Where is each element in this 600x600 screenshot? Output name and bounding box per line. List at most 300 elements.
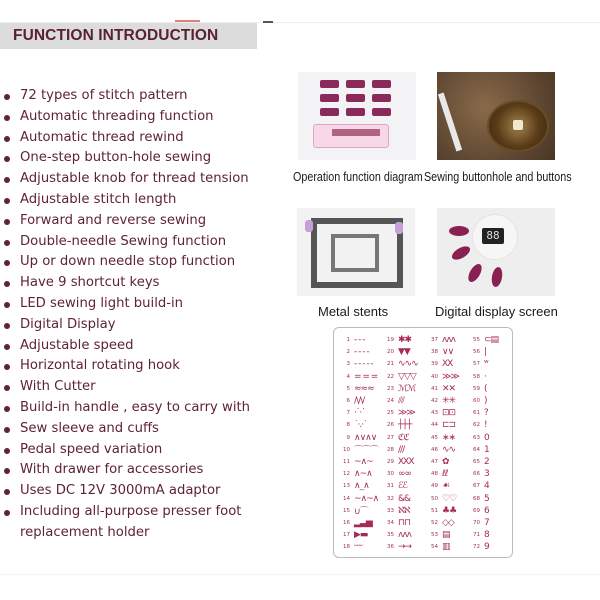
feature-item (0, 148, 250, 169)
stitch-glyph-icon: ∿∿ (442, 444, 456, 455)
feature-text: Adjustable stitch length (20, 191, 177, 207)
stitch-glyph-icon: 4 (484, 481, 489, 492)
stitch-number: 56 (473, 349, 480, 356)
stitch-number: 4 (346, 373, 350, 380)
bullet-icon (4, 344, 10, 350)
feature-text: LED sewing light build-in (20, 295, 184, 311)
stitch-number: 44 (431, 422, 438, 429)
stitch-glyph-icon: ℭℭ (398, 432, 409, 443)
stitch-glyph-icon: ℓℓ (442, 469, 448, 480)
stitch-glyph-icon: ˙·.·˙ (354, 420, 367, 431)
stitch-glyph-icon: ⊓⊓ (398, 517, 411, 528)
stitch-pattern (468, 346, 498, 358)
stitch-glyph-icon: ≫≫ (398, 408, 415, 419)
stitch-number: 67 (473, 483, 480, 490)
feature-text: Including all-purpose presser foot (20, 503, 242, 519)
stitch-number: 18 (343, 544, 350, 551)
stitch-glyph-icon: 2 (484, 456, 489, 467)
stitch-glyph-icon: - - - (354, 335, 365, 346)
stitch-pattern (468, 505, 498, 517)
stitch-pattern (468, 529, 498, 541)
stitch-number: 61 (473, 410, 480, 417)
stitch-number: 46 (431, 446, 438, 453)
stitch-pattern (338, 383, 378, 395)
stitch-glyph-icon: /// (398, 444, 405, 455)
stitch-number: 48 (431, 471, 438, 478)
stitch-pattern (426, 407, 459, 419)
shortcut-key (346, 80, 365, 88)
stitch-pattern (468, 383, 498, 395)
bullet-icon (4, 198, 10, 204)
stitch-glyph-icon: ✳✳ (442, 396, 456, 407)
stitch-pattern (468, 395, 498, 407)
stitch-glyph-icon: ? (484, 408, 488, 419)
stitch-glyph-icon: ∧∨∧∨ (354, 432, 377, 443)
stitch-number: 52 (431, 519, 438, 526)
lcd-panel (313, 124, 389, 148)
stitch-number: 28 (387, 446, 394, 453)
stitch-glyph-icon: ·˙·˙ (354, 408, 365, 419)
stitch-glyph-icon: ( (484, 383, 487, 394)
buttonhole-photo (437, 72, 555, 160)
section-header (0, 23, 257, 49)
stitch-number: 31 (387, 483, 394, 490)
stitch-pattern (338, 492, 378, 504)
stitch-number: 1 (346, 337, 350, 344)
feature-text: Automatic thread rewind (20, 129, 184, 145)
stitch-pattern (468, 480, 498, 492)
stitch-pattern (382, 505, 418, 517)
feature-text: Sew sleeve and cuffs (20, 420, 159, 436)
feature-text: Adjustable speed (20, 337, 134, 353)
feature-text: With Cutter (20, 379, 96, 395)
stitch-pattern (426, 517, 459, 529)
stitch-pattern (338, 395, 378, 407)
feature-text: Build-in handle , easy to carry with (20, 399, 251, 415)
stitch-glyph-icon: ▤ (442, 530, 450, 541)
metal-frame-photo (297, 208, 415, 296)
feature-text: Have 9 shortcut keys (20, 275, 160, 291)
bullet-icon (4, 364, 10, 370)
stitch-pattern (468, 371, 498, 383)
stitch-glyph-icon: ℰℰ (398, 481, 407, 492)
stitch-pattern (468, 468, 498, 480)
feature-item (0, 523, 250, 544)
feature-text: With drawer for accessories (20, 462, 204, 478)
stitch-pattern (426, 505, 459, 517)
stitch-glyph-icon: ℵℵ (398, 505, 410, 516)
stitch-number: 33 (387, 507, 394, 514)
stitch-glyph-icon: ʷ (484, 359, 488, 370)
stitch-pattern (426, 529, 459, 541)
bullet-icon (4, 302, 10, 308)
stitch-glyph-icon: ! (484, 420, 487, 431)
stitch-number: 9 (346, 434, 350, 441)
stitch-number: 7 (346, 410, 350, 417)
stitch-pattern (426, 444, 459, 456)
feature-text: One-step button-hole sewing (20, 150, 212, 166)
operation-panel-photo (298, 72, 416, 160)
stitch-number: 39 (431, 361, 438, 368)
bullet-icon (4, 136, 10, 142)
stitch-glyph-icon: · (484, 371, 486, 382)
feature-text: Up or down needle stop function (20, 254, 236, 270)
feature-item (0, 107, 250, 128)
stitch-pattern (382, 432, 418, 444)
stitch-pattern (426, 371, 459, 383)
stitch-pattern (382, 419, 418, 431)
stitch-number: 72 (473, 544, 480, 551)
stitch-number: 47 (431, 458, 438, 465)
stitch-number: 59 (473, 385, 480, 392)
stitch-number: 65 (473, 458, 480, 465)
stitch-number: 54 (431, 544, 438, 551)
stitch-pattern (338, 480, 378, 492)
stitch-pattern (382, 492, 418, 504)
feature-item (0, 481, 250, 502)
stitch-glyph-icon: ◇◇ (442, 517, 454, 528)
panel-button (490, 266, 503, 287)
stitch-number: 42 (431, 398, 438, 405)
stitch-glyph-icon: 9 (484, 542, 489, 553)
stitch-pattern (382, 444, 418, 456)
stitch-glyph-icon: ♣♣ (442, 505, 457, 516)
stitch-pattern (426, 492, 459, 504)
stitch-glyph-icon: - - - - (354, 347, 369, 358)
stitch-number: 34 (387, 519, 394, 526)
stitch-number: 69 (473, 507, 480, 514)
stitch-pattern (338, 432, 378, 444)
feature-text: Horizontal rotating hook (20, 358, 180, 374)
stitch-number: 43 (431, 410, 438, 417)
shortcut-key (372, 108, 391, 116)
stitch-number: 57 (473, 361, 480, 368)
buttonhole-strip (438, 93, 462, 152)
stitch-number: 32 (387, 495, 394, 502)
stitch-number: 38 (431, 349, 438, 356)
stitch-glyph-icon: ℳℳ (398, 383, 416, 394)
stitch-pattern (338, 505, 378, 517)
feature-item (0, 252, 250, 273)
stitch-number: 13 (343, 483, 350, 490)
bullet-icon (4, 94, 10, 100)
stitch-pattern (468, 334, 498, 346)
stitch-glyph-icon: →→ (398, 542, 412, 553)
stitch-glyph-icon: - - - - - (354, 359, 373, 370)
stitch-pattern (468, 432, 498, 444)
feature-list (0, 86, 250, 544)
stitch-pattern (468, 358, 498, 370)
feature-text: Forward and reverse sewing (20, 212, 207, 228)
stitch-number: 2 (346, 349, 350, 356)
stitch-glyph-icon: ▼▼ (398, 347, 410, 358)
stitch-number: 8 (346, 422, 350, 429)
stitch-glyph-icon: ✿ (442, 456, 449, 467)
stitch-number: 70 (473, 519, 480, 526)
stitch-glyph-icon: XXX (398, 456, 414, 467)
feature-item (0, 419, 250, 440)
stitch-number: 22 (387, 373, 394, 380)
stitch-number: 5 (346, 385, 350, 392)
stitch-number: 12 (343, 471, 350, 478)
panel-button (449, 226, 469, 236)
stitch-pattern (426, 432, 459, 444)
stitch-number: 20 (387, 349, 394, 356)
bullet-icon (4, 406, 10, 412)
stitch-glyph-icon: ┼┼┼ (398, 420, 412, 431)
stitch-pattern (382, 407, 418, 419)
stitch-pattern (382, 456, 418, 468)
top-dark-mark (263, 21, 273, 23)
stitch-pattern (338, 419, 378, 431)
feature-item (0, 315, 250, 336)
feature-item (0, 273, 250, 294)
stitch-number: 51 (431, 507, 438, 514)
feature-item (0, 398, 250, 419)
stitch-number: 25 (387, 410, 394, 417)
stitch-glyph-icon: ☙ (442, 481, 450, 492)
stitch-glyph-icon: ✕✕ (442, 383, 456, 394)
stitch-glyph-icon: ▥ (442, 542, 450, 553)
stitch-glyph-icon: ⊏⊐ (442, 420, 456, 431)
stitch-number: 62 (473, 422, 480, 429)
stitch-glyph-icon: 1 (484, 444, 489, 455)
stitch-number: 50 (431, 495, 438, 502)
feature-item (0, 377, 250, 398)
stitch-number: 55 (473, 337, 480, 344)
stitch-pattern (382, 371, 418, 383)
stitch-pattern (426, 334, 459, 346)
shortcut-key (320, 94, 339, 102)
stitch-pattern (382, 383, 418, 395)
stitch-pattern (426, 346, 459, 358)
caption-display: Digital display screen (435, 304, 558, 319)
stitch-glyph-icon: ▶▬ (354, 530, 368, 541)
stitch-number: 10 (343, 446, 350, 453)
stitch-pattern (338, 407, 378, 419)
feature-text: Double-needle Sewing function (20, 233, 227, 249)
stitch-glyph-icon: ∧~∧ (354, 469, 372, 480)
stitch-number: 66 (473, 471, 480, 478)
stitch-pattern (426, 456, 459, 468)
stitch-pattern (468, 419, 498, 431)
feature-item (0, 190, 250, 211)
stitch-pattern (468, 407, 498, 419)
bullet-icon (4, 427, 10, 433)
stitch-glyph-icon: 6 (484, 505, 489, 516)
stitch-number: 60 (473, 398, 480, 405)
stitch-pattern (426, 419, 459, 431)
stitch-glyph-icon: 0 (484, 432, 489, 443)
stitch-number: 49 (431, 483, 438, 490)
stitch-glyph-icon: && (398, 493, 411, 504)
button-icon (487, 100, 549, 152)
stitch-glyph-icon: ⊂▤ (484, 335, 499, 346)
bullet-icon (4, 385, 10, 391)
bullet-icon (4, 115, 10, 121)
stitch-number: 21 (387, 361, 394, 368)
stitch-glyph-icon: 5 (484, 493, 489, 504)
stitch-pattern (468, 444, 498, 456)
stitch-number: 36 (387, 544, 394, 551)
stitch-glyph-icon: 8 (484, 530, 489, 541)
stitch-glyph-icon: ≫≫ (442, 371, 459, 382)
stitch-glyph-icon: ⌒⌒⌒ (354, 446, 379, 457)
stitch-glyph-icon: ) (484, 396, 487, 407)
stitch-pattern (338, 529, 378, 541)
stitch-number: 37 (431, 337, 438, 344)
stitch-number: 63 (473, 434, 480, 441)
shortcut-key (320, 108, 339, 116)
shortcut-key (372, 80, 391, 88)
stitch-pattern (468, 492, 498, 504)
stitch-pattern (382, 480, 418, 492)
feature-item (0, 169, 250, 190)
shortcut-key (320, 80, 339, 88)
top-accent-mark (175, 20, 200, 22)
shortcut-key (372, 94, 391, 102)
feature-item (0, 211, 250, 232)
feature-text: Digital Display (20, 316, 116, 332)
stitch-glyph-icon: ∗∗ (442, 432, 456, 443)
bullet-icon (4, 489, 10, 495)
stitch-number: 11 (343, 458, 350, 465)
stitch-glyph-icon: XX (442, 359, 453, 370)
stitch-number: 58 (473, 373, 480, 380)
stitch-pattern (338, 468, 378, 480)
stitch-pattern (338, 541, 378, 553)
stitch-number: 19 (387, 337, 394, 344)
section-title: FUNCTION INTRODUCTION (13, 27, 219, 44)
stitch-number: 29 (387, 458, 394, 465)
stitch-pattern-chart (333, 327, 513, 558)
feature-item (0, 502, 250, 523)
stitch-pattern (426, 383, 459, 395)
caption-metal: Metal stents (318, 304, 389, 319)
stitch-glyph-icon: ⊡⊡ (442, 408, 456, 419)
shortcut-key (346, 94, 365, 102)
stitch-glyph-icon: ᴧᴧᴧ (442, 335, 455, 346)
stitch-glyph-icon: ⫽⫽ (398, 396, 405, 407)
stitch-pattern (382, 358, 418, 370)
feature-text: 72 types of stitch pattern (20, 88, 188, 103)
stitch-number: 30 (387, 471, 394, 478)
bullet-icon (4, 156, 10, 162)
stitch-glyph-icon: 7 (484, 517, 489, 528)
bullet-icon (4, 177, 10, 183)
stitch-pattern (382, 468, 418, 480)
stitch-number: 40 (431, 373, 438, 380)
stitch-pattern (426, 480, 459, 492)
stitch-pattern (382, 346, 418, 358)
bullet-icon (4, 323, 10, 329)
stitch-number: 17 (343, 532, 350, 539)
feature-item (0, 86, 250, 107)
bullet-icon (4, 281, 10, 287)
stitch-number: 6 (346, 398, 350, 405)
stitch-number: 53 (431, 532, 438, 539)
stitch-pattern (382, 541, 418, 553)
stitch-number: 14 (343, 495, 350, 502)
stitch-pattern (426, 468, 459, 480)
stitch-number: 35 (387, 532, 394, 539)
stitch-glyph-icon: /\/\/ (354, 396, 365, 407)
stitch-number: 68 (473, 495, 480, 502)
stitch-pattern (426, 358, 459, 370)
bullet-icon (4, 240, 10, 246)
feature-item (0, 232, 250, 253)
stitch-pattern (382, 529, 418, 541)
feature-item (0, 128, 250, 149)
caption-buttonhole: Sewing buttonhole and buttons (424, 170, 572, 184)
caption-operation: Operation function diagram (293, 170, 423, 184)
stitch-pattern (382, 517, 418, 529)
stitch-pattern (338, 371, 378, 383)
stitch-glyph-icon: ∪⌒ (354, 507, 368, 518)
stitch-number: 27 (387, 434, 394, 441)
stitch-pattern (338, 444, 378, 456)
stitch-glyph-icon: ∧_∧ (354, 481, 369, 492)
stitch-glyph-icon: ∞∞ (398, 469, 411, 480)
stitch-number: 15 (343, 507, 350, 514)
stitch-number: 16 (343, 519, 350, 526)
stitch-number: 45 (431, 434, 438, 441)
stitch-pattern (468, 517, 498, 529)
feature-text: Adjustable knob for thread tension (20, 171, 249, 187)
feature-item (0, 460, 250, 481)
panel-button (466, 262, 485, 284)
stitch-pattern (338, 517, 378, 529)
stitch-glyph-icon: | (484, 347, 487, 358)
stitch-glyph-icon: ♡♡ (442, 493, 457, 504)
panel-button (450, 244, 472, 263)
stitch-number: 3 (346, 361, 350, 368)
stitch-number: 24 (387, 398, 394, 405)
stitch-pattern (426, 395, 459, 407)
feature-item (0, 336, 250, 357)
stitch-glyph-icon: ᵕᵕᵕ (354, 542, 363, 553)
stitch-pattern (468, 541, 498, 553)
bullet-icon (4, 219, 10, 225)
stitch-glyph-icon: 3 (484, 469, 489, 480)
feature-text: Automatic threading function (20, 108, 214, 124)
feature-item (0, 356, 250, 377)
feature-text: Pedal speed variation (20, 441, 163, 457)
stitch-glyph-icon: ∿∿∿ (398, 359, 418, 370)
stitch-pattern (382, 334, 418, 346)
feature-text: replacement holder (20, 524, 150, 540)
shortcut-key (346, 108, 365, 116)
stitch-glyph-icon: = = = (354, 371, 378, 382)
stitch-number: 23 (387, 385, 394, 392)
stitch-pattern (338, 346, 378, 358)
stitch-number: 26 (387, 422, 394, 429)
bullet-icon (4, 260, 10, 266)
seven-segment-display: 88 (482, 228, 504, 244)
stitch-glyph-icon: ~∧~∧ (354, 493, 379, 504)
bullet-icon (4, 468, 10, 474)
stitch-glyph-icon: ʌʌʌ (398, 530, 411, 541)
feature-text: Uses DC 12V 3000mA adaptor (20, 483, 221, 499)
feature-item (0, 440, 250, 461)
stitch-glyph-icon: ~∧~ (354, 456, 373, 467)
stitch-number: 64 (473, 446, 480, 453)
stitch-pattern (338, 334, 378, 346)
stitch-number: 71 (473, 532, 480, 539)
stitch-glyph-icon: ▽▽▽ (398, 371, 416, 382)
stitch-number: 41 (431, 385, 438, 392)
stitch-pattern (382, 395, 418, 407)
